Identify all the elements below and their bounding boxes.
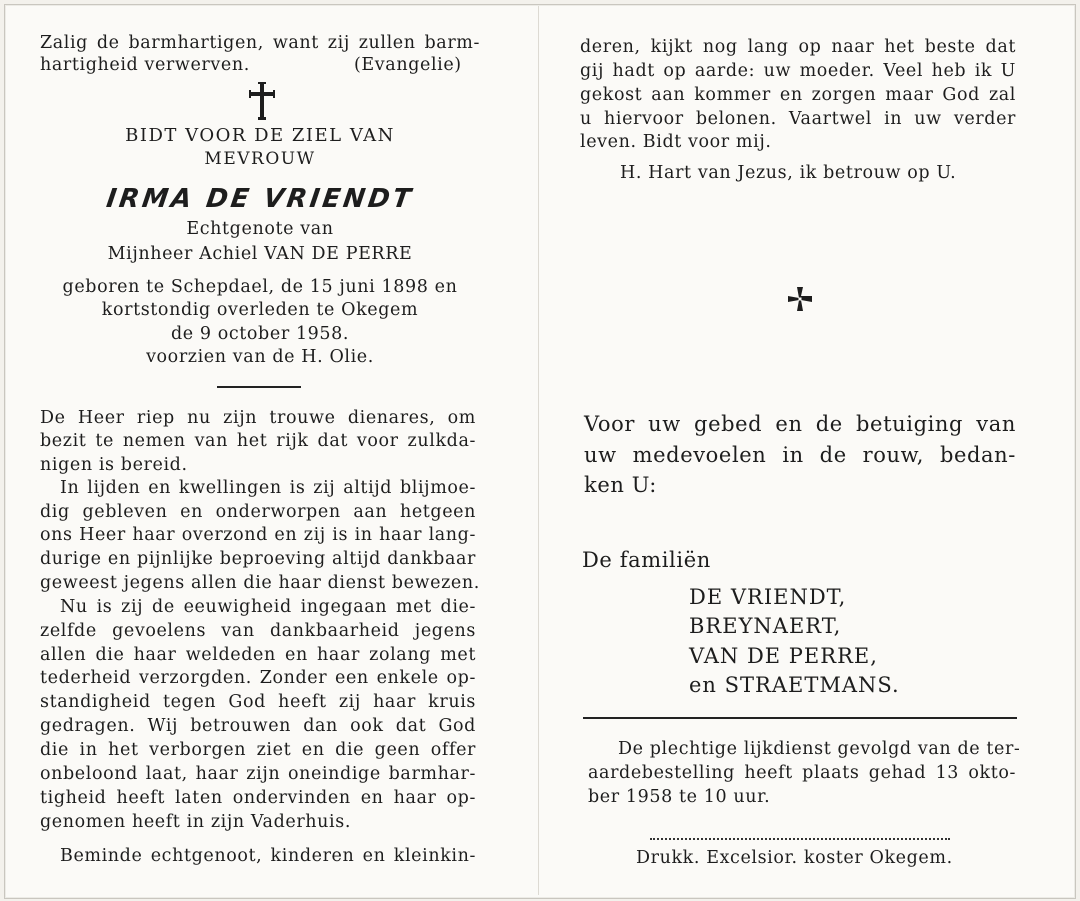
header-line-1: BIDT VOOR DE ZIEL VAN [125, 125, 395, 146]
body-line: die in het verborgen ziet en die geen offer [40, 740, 476, 760]
latin-cross-icon [249, 82, 275, 120]
birth-line-4: voorzien van de H. Olie. [146, 347, 374, 367]
thanks-line: uw medevoelen in de rouw, bedan- [584, 443, 1016, 467]
thanks-line: Voor uw gebed en de betuiging van [584, 412, 1016, 436]
body-line: gij hadt op aarde: uw moeder. Veel heb ik U [580, 61, 1016, 81]
body-line: geweest jegens allen die haar dienst bewezen. [40, 573, 480, 593]
family-name: en STRAETMANS. [689, 673, 900, 697]
body-line: allen die haar weldeden en haar zolang met [40, 645, 476, 665]
dotted-separator [650, 838, 950, 840]
body-line: leven. Bidt voor mij. [580, 132, 772, 152]
body-line: durige en pijnlijke beproeving altijd dankbaar [40, 549, 476, 569]
body-line: zelfde gevoelens van dankbaarheid jegens [40, 621, 476, 641]
quote-source: (Evangelie) [354, 55, 462, 75]
spouse-line-1: Echtgenote van [186, 219, 334, 239]
body-line: Nu is zij de eeuwigheid ingegaan met die- [60, 597, 476, 617]
spouse-line-2: Mijnheer Achiel VAN DE PERRE [107, 244, 413, 264]
family-name: DE VRIENDT, [689, 585, 847, 609]
body-line: genomen heeft in zijn Vaderhuis. [40, 812, 351, 832]
separator-rule [583, 717, 1017, 719]
deceased-name: IRMA DE VRIENDT [104, 184, 416, 214]
body-line: gedragen. Wij betrouwen dan ook dat God [40, 716, 476, 736]
birth-line-1: geboren te Schepdael, de 15 juni 1898 en [62, 277, 458, 297]
body-line: ons Heer haar overzond en zij is in haar lang- [40, 525, 476, 545]
body-line: standigheid tegen God heeft zij haar kruis [40, 692, 476, 712]
quote-line-2: hartigheid verwerven. [40, 55, 250, 75]
funeral-line: aardebestelling heeft plaats gehad 13 okto- [588, 763, 1016, 783]
body-line: nigen is bereid. [40, 455, 188, 475]
body-line: dig gebleven en onderworpen aan hetgeen [40, 502, 476, 522]
quote-line-1: Zalig de barmhartigen, want zij zullen barm- [40, 33, 480, 53]
body-line: In lijden en kwellingen is zij altijd blijmoe- [60, 478, 476, 498]
cross-pattee-icon [788, 287, 812, 311]
families-intro: De familiën [582, 548, 711, 572]
body-line: u hiervoor belonen. Vaartwel in uw verder [580, 109, 1016, 129]
birth-line-3: de 9 october 1958. [170, 324, 350, 344]
body-line: deren, kijkt nog lang op naar het beste dat [580, 37, 1016, 57]
body-line: gekost aan kommer en zorgen maar God zal [580, 85, 1016, 105]
family-name: VAN DE PERRE, [689, 644, 878, 668]
body-line: De Heer riep nu zijn trouwe dienares, om [40, 408, 476, 428]
funeral-line: De plechtige lijkdienst gevolgd van de ter- [618, 739, 1021, 759]
thanks-line: ken U: [584, 473, 657, 497]
printer-line: Drukk. Excelsior. koster Okegem. [636, 848, 953, 868]
family-name: BREYNAERT, [689, 614, 842, 638]
header-line-2: MEVROUW [204, 149, 316, 169]
body-line: tederheid verzorgden. Zonder een enkele op- [40, 668, 476, 688]
card-fold [538, 6, 539, 895]
funeral-line: ber 1958 te 10 uur. [588, 787, 771, 807]
body-line: tigheid heeft laten ondervinden en haar op- [40, 788, 476, 808]
birth-line-2: kortstondig overleden te Okegem [101, 300, 419, 320]
body-line: onbeloond laat, haar zijn oneindige barmhar- [40, 764, 476, 784]
body-line: Beminde echtgenoot, kinderen en kleinkin- [60, 846, 476, 866]
prayer-line: H. Hart van Jezus, ik betrouw op U. [620, 163, 957, 183]
body-line: bezit te nemen van het rijk dat voor zulkda- [40, 431, 476, 451]
separator-rule [217, 386, 301, 388]
